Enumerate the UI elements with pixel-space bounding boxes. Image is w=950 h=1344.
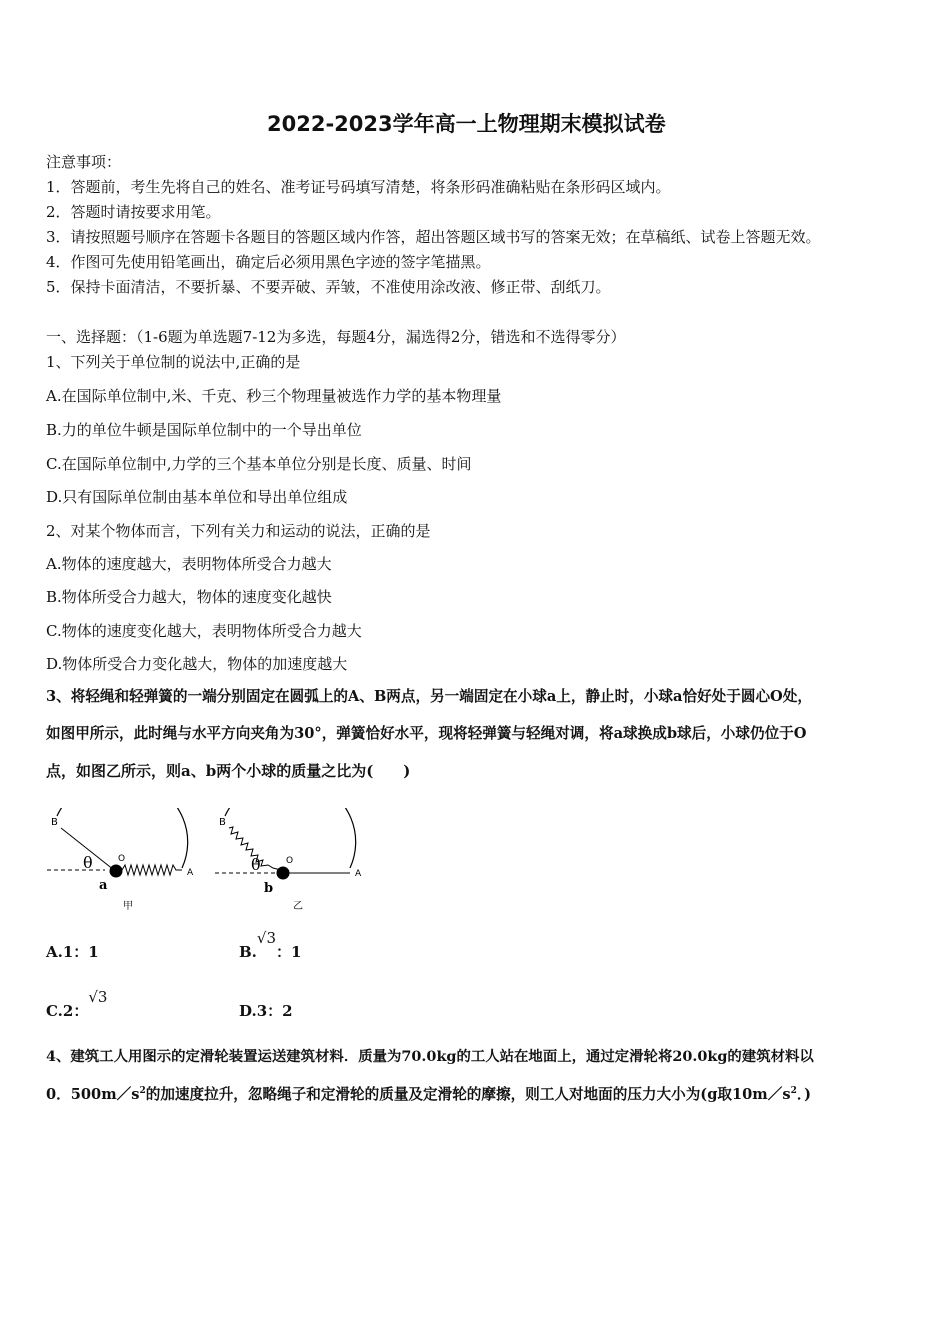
q3-stem-line2: 如图甲所示，此时绳与水平方向夹角为30°，弹簧恰好水平，现将轻弹簧与轻绳对调，将a球换成b球后，小球仍位于O [46,725,807,742]
q3-fig1-label-theta: θ [83,853,93,872]
q4-line2-end: ．) [796,1086,812,1103]
q3-option-b-suffix: ：1 [276,943,302,961]
q3-option-c-radical: √3 [88,988,108,1006]
q3-fig1-ball-label: a [99,878,108,893]
q2-option-c: C.物体的速度变化越大，表明物体所受合力越大 [46,622,362,640]
q1-option-b: B.力的单位牛顿是国际单位制中的一个导出单位 [46,421,362,439]
page-title: 2022-2023学年高一上物理期末模拟试卷 [267,112,666,136]
q3-fig2-caption: 乙 [293,901,303,912]
q3-option-d: D.3：2 [239,1002,293,1020]
q3-fig2-ball-label: b [264,881,274,896]
q4-line2-mid: 的加速度拉升，忽略绳子和定滑轮的质量及定滑轮的摩擦，则工人对地面的压力大小为(g取10m／s [145,1086,791,1103]
q3-fig1-label-b: B [51,817,58,828]
q3-option-c [46,988,108,1021]
q2-option-d: D.物体所受合力变化越大，物体的加速度越大 [46,655,348,673]
q2-stem: 2、对某个物体而言，下列有关力和运动的说法，正确的是 [46,522,431,540]
notice-heading: 注意事项： [46,153,122,171]
q3-fig1-label-a: A [187,868,194,878]
q2-option-a: A.物体的速度越大，表明物体所受合力越大 [46,555,332,573]
q3-option-c-prefix: C.2： [46,1002,89,1020]
notice-item-2: 2．答题时请按要求用笔。 [46,203,221,221]
q1-stem: 1、下列关于单位制的说法中,正确的是 [46,353,301,371]
q3-fig1-label-o: O [118,854,126,864]
q4-stem-line1: 4、建筑工人用图示的定滑轮装置运送建筑材料．质量为70.0kg的工人站在地面上，通过定滑轮将20.0kg的建筑材料以 [46,1048,814,1065]
q1-option-a: A.在国际单位制中,米、千克、秒三个物理量被选作力学的基本物理量 [46,387,502,405]
q4-line2-sup: 2 [139,1086,146,1097]
q4-line2-sup2: 2 [790,1086,797,1097]
q3-option-b [239,929,302,962]
q3-fig1-caption: 甲 [123,901,133,912]
q3-fig2-label-theta: θ [251,855,261,874]
q3-figure-yi [213,808,363,913]
q3-fig2-label-b: B [219,817,226,828]
q2-option-b: B.物体所受合力越大，物体的速度变化越快 [46,588,332,606]
notice-item-4: 4．作图可先使用铅笔画出，确定后必须用黑色字迹的签字笔描黑。 [46,253,491,271]
section-heading: 一、选择题：（1-6题为单选题7-12为多选，每题4分，漏选得2分，错选和不选得零分） [46,328,626,346]
q3-fig2-label-a: A [355,869,362,879]
q1-option-c: C.在国际单位制中,力学的三个基本单位分别是长度、质量、时间 [46,455,472,473]
q3-option-a: A.1：1 [46,943,99,961]
q4-line2-pre: 0．500m／s [46,1086,140,1103]
q3-fig2-label-o: O [286,856,294,866]
q4-stem-line2 [46,1085,811,1105]
notice-item-1: 1．答题前，考生先将自己的姓名、准考证号码填写清楚，将条形码准确粘贴在条形码区域内。 [46,178,671,196]
q1-option-d: D.只有国际单位制由基本单位和导出单位组成 [46,488,348,506]
notice-item-3: 3．请按照题号顺序在答题卡各题目的答题区域内作答，超出答题区域书写的答案无效；在草稿纸、试卷上答题无效。 [46,228,821,246]
q3-stem-line1: 3、将轻绳和轻弹簧的一端分别固定在圆弧上的A、B两点，另一端固定在小球a上，静止时，小球a恰好处于圆心O处， [46,688,812,705]
q3-option-b-prefix: B. [239,943,257,961]
q3-stem-line3: 点，如图乙所示，则a、b两个小球的质量之比为( ) [46,762,411,780]
q3-option-b-radical: √3 [256,929,277,947]
notice-item-5: 5．保持卡面清洁，不要折暴、不要弄破、弄皱，不准使用涂改液、修正带、刮纸刀。 [46,278,611,296]
q3-figure-jia [45,808,195,913]
